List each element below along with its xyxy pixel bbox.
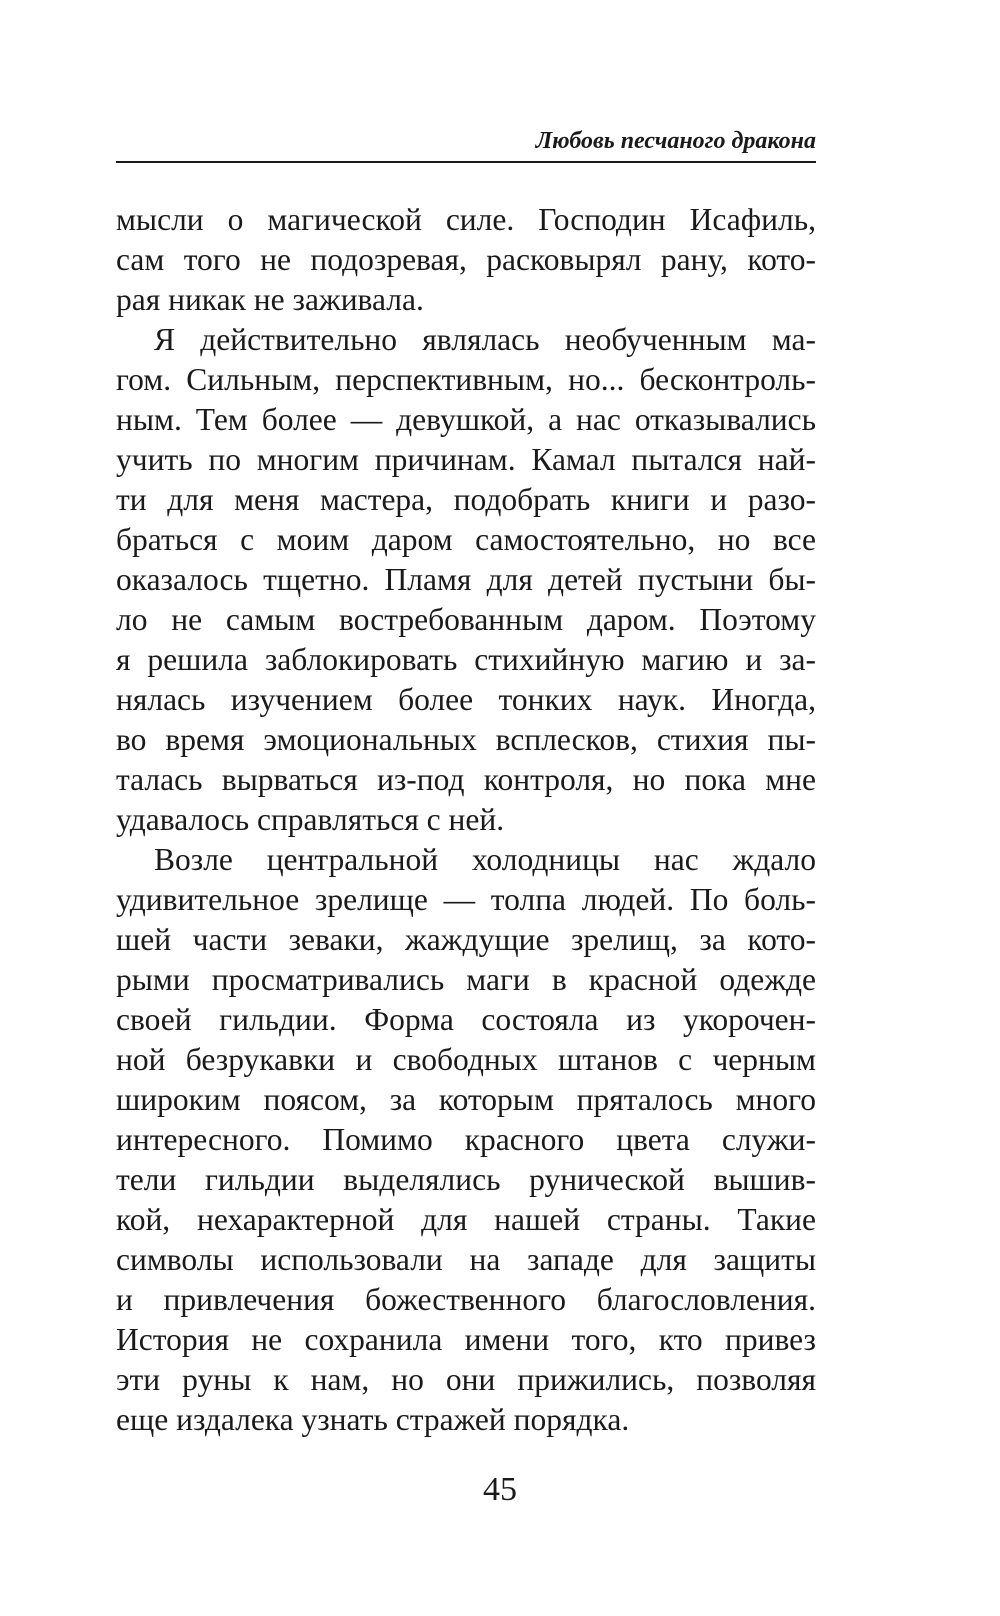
text-line: кой, нехарактерной для нашей страны. Такие [116, 1202, 816, 1237]
text-line: и привлечения божественного благословления. [116, 1282, 816, 1317]
text-line: эти руны к нам, но они прижились, позволяя [116, 1362, 816, 1397]
text-line: ло не самым востребованным даром. Поэтому [116, 602, 816, 637]
text-line: оказалось тщетно. Пламя для детей пустыни бы- [116, 562, 816, 597]
text-line: браться с моим даром самостоятельно, но все [116, 522, 816, 557]
running-head-title: Любовь песчаного дракона [535, 128, 816, 154]
text-line: удавалось справляться с ней. [116, 802, 505, 837]
text-line: сам того не подозревая, расковырял рану, кото- [116, 242, 816, 277]
text-line: широким поясом, за которым пряталось много [116, 1082, 816, 1117]
text-line: талась вырваться из-под контроля, но пока мне [116, 762, 816, 797]
text-line: интересного. Помимо красного цвета служи- [116, 1122, 816, 1157]
body-text [116, 200, 816, 1440]
header-rule [116, 161, 816, 163]
text-line: символы использовали на западе для защиты [116, 1242, 816, 1277]
text-line: ти для меня мастера, подобрать книги и разо- [116, 482, 816, 517]
text-line: Возле центральной холодницы нас ждало [154, 842, 816, 877]
text-line: учить по многим причинам. Камал пытался най- [116, 442, 816, 477]
text-line: гом. Сильным, перспективным, но... бесконтроль- [116, 362, 816, 397]
text-line: Я действительно являлась необученным ма- [154, 322, 816, 357]
page-number: 45 [483, 1471, 517, 1508]
text-line: История не сохранила имени того, кто привез [116, 1322, 816, 1357]
text-line: мысли о магической силе. Господин Исафиль, [116, 202, 816, 237]
text-line: во время эмоциональных всплесков, стихия пы- [116, 722, 816, 757]
text-line: рыми просматривались маги в красной одежде [116, 962, 816, 997]
text-line: тели гильдии выделялись рунической вышив- [116, 1162, 816, 1197]
text-line: своей гильдии. Форма состояла из укорочен- [116, 1002, 816, 1037]
text-line: рая никак не заживала. [116, 282, 424, 317]
text-line: ным. Тем более — девушкой, а нас отказывались [116, 402, 816, 437]
text-line: я решила заблокировать стихийную магию и за- [116, 642, 816, 677]
text-line: ной безрукавки и свободных штанов с черным [116, 1042, 816, 1077]
text-line: удивительное зрелище — толпа людей. По боль- [116, 882, 816, 917]
text-line: шей части зеваки, жаждущие зрелищ, за кото- [116, 922, 816, 957]
text-line: еще издалека узнать стражей порядка. [116, 1402, 630, 1437]
text-line: нялась изучением более тонких наук. Иногда, [116, 682, 816, 717]
